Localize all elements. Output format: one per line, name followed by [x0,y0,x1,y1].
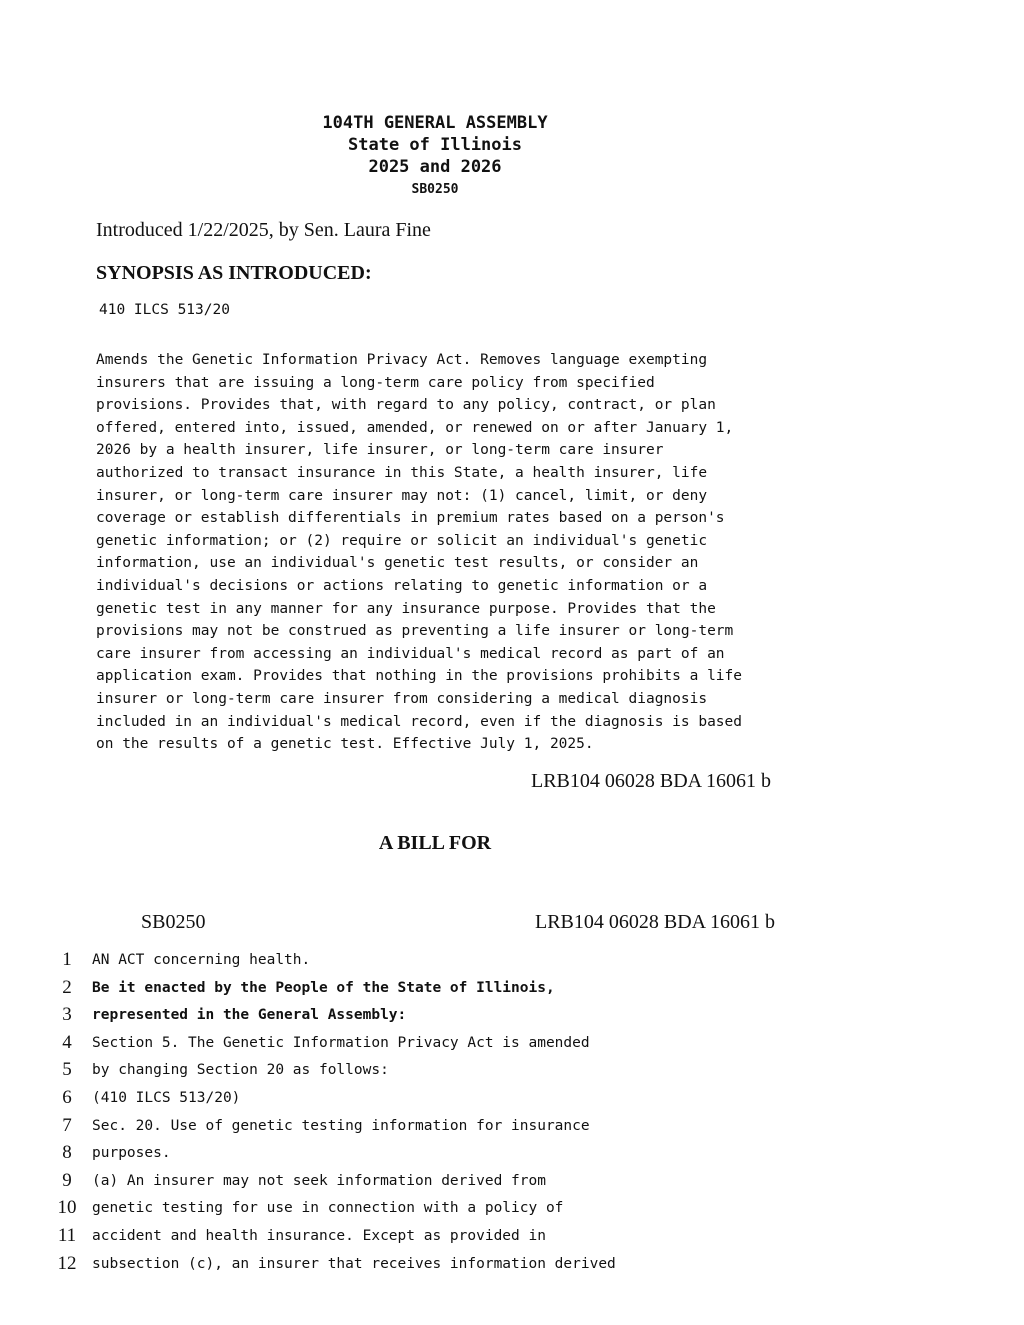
line-number: 9 [62,1170,72,1191]
bill-line: Be it enacted by the People of the State of Illinois, [92,980,555,996]
bill-line: purposes. [92,1145,171,1161]
line-number: 12 [57,1253,77,1274]
bill-for-heading: A BILL FOR [378,832,492,854]
bill-line: subsection (c), an insurer that receives information derived [92,1256,616,1272]
lrb-code: LRB104 06028 BDA 16061 b [531,770,772,792]
synopsis-line: insurer, or long-term care insurer may not: (1) cancel, limit, or deny [96,487,708,504]
line-number: 8 [62,1142,72,1163]
synopsis-text [96,349,816,756]
synopsis-line: coverage or establish differentials in premium rates based on a person's [96,510,725,527]
bill-line: AN ACT concerning health. [92,952,311,968]
bill-line: represented in the General Assembly: [92,1007,407,1023]
synopsis-line: information, use an individual's genetic test results, or consider an [96,555,699,572]
bill-line: genetic testing for use in connection with a policy of [92,1200,564,1216]
synopsis-line: provisions. Provides that, with regard to any policy, contract, or plan [96,397,716,414]
synopsis-line: on the results of a genetic test. Effective July 1, 2025. [96,736,594,753]
synopsis-line: provisions may not be construed as preventing a life insurer or long-term [96,623,734,640]
bill-line: (a) An insurer may not seek information derived from [92,1173,546,1189]
bill-line: accident and health insurance. Except as provided in [92,1228,546,1244]
synopsis-line: application exam. Provides that nothing in the provisions prohibits a life [96,668,743,685]
synopsis-line: care insurer from accessing an individual's medical record as part of an [96,645,725,662]
bill-line: by changing Section 20 as follows: [92,1062,389,1078]
statute-reference: 410 ILCS 513/20 [99,302,230,318]
line-number: 10 [57,1197,77,1218]
synopsis-line: genetic test in any manner for any insurance purpose. Provides that the [96,600,716,617]
session-years: 2025 and 2026 [368,157,502,177]
synopsis-line: insurers that are issuing a long-term care policy from specified [96,374,655,391]
bill-line: Section 5. The Genetic Information Privacy Act is amended [92,1035,590,1051]
synopsis-line: authorized to transact insurance in this State, a health insurer, life [96,464,708,481]
assembly-title: 104TH GENERAL ASSEMBLY [322,113,548,133]
bill-line: Sec. 20. Use of genetic testing information for insurance [92,1118,590,1134]
synopsis-line: Amends the Genetic Information Privacy Act. Removes language exempting [96,352,708,368]
synopsis-line: individual's decisions or actions relating to genetic information or a [96,577,708,594]
line-number: 7 [62,1115,72,1136]
line-number: 5 [62,1059,72,1080]
bill-number: SB0250 [411,182,459,197]
line-number: 11 [57,1225,77,1246]
line-number: 6 [62,1087,72,1108]
state-title: State of Illinois [348,135,522,155]
synopsis-line: included in an individual's medical record, even if the diagnosis is based [96,713,743,730]
line-number: 1 [62,949,72,970]
line-number: 2 [62,977,72,998]
line-number: 4 [62,1032,72,1053]
bill-line: (410 ILCS 513/20) [92,1090,241,1106]
synopsis-line: 2026 by a health insurer, life insurer, or long-term care insurer [96,442,664,459]
page-header-bill: SB0250 [141,911,206,933]
synopsis-line: genetic information; or (2) require or solicit an individual's genetic [96,532,708,549]
synopsis-line: insurer or long-term care insurer from considering a medical diagnosis [96,690,708,707]
synopsis-line: offered, entered into, issued, amended, or renewed on or after January 1, [96,419,734,436]
synopsis-heading: SYNOPSIS AS INTRODUCED: [96,262,372,284]
page-header-lrb: LRB104 06028 BDA 16061 b [535,911,776,933]
introduced-line: Introduced 1/22/2025, by Sen. Laura Fine [96,219,431,241]
line-number: 3 [62,1004,72,1025]
